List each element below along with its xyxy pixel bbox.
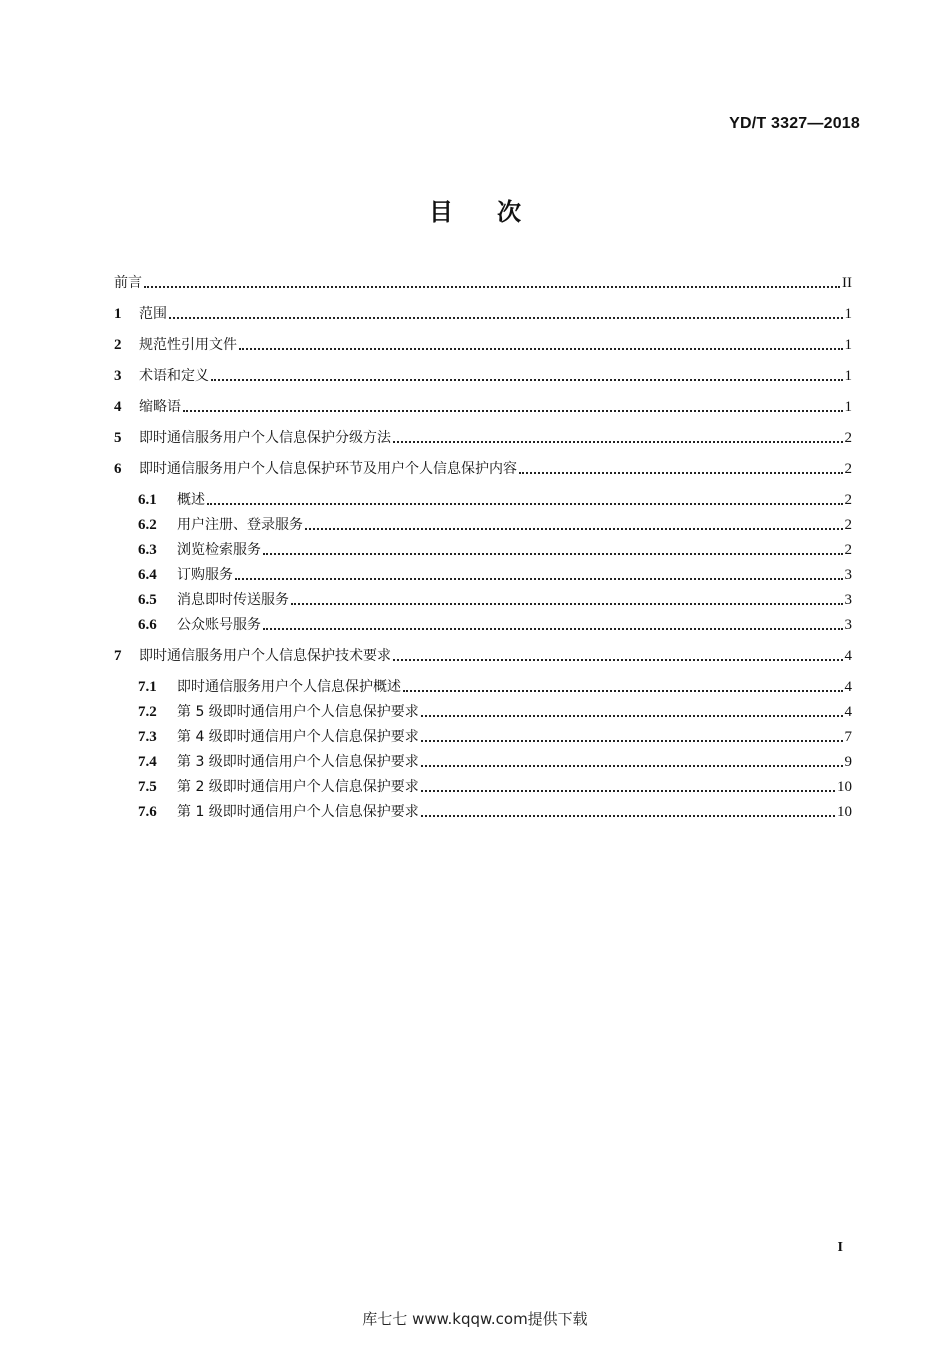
toc-entry-page: 4 — [844, 704, 852, 720]
toc-entry-number: 6.2 — [138, 517, 157, 533]
toc-title: 目次 — [429, 198, 565, 226]
toc-entry[interactable] — [114, 301, 852, 323]
toc-entry[interactable] — [114, 363, 852, 385]
toc-entry[interactable] — [114, 456, 852, 478]
toc-entry-label: 第 1 级即时通信用户个人信息保护要求 — [177, 804, 419, 820]
toc-entry-page: 10 — [837, 779, 852, 795]
toc-entry-label: 规范性引用文件 — [139, 337, 237, 353]
toc-entry-label: 第 4 级即时通信用户个人信息保护要求 — [177, 729, 419, 745]
toc-entry-label: 用户注册、登录服务 — [177, 517, 303, 533]
toc-entry-label: 消息即时传送服务 — [177, 592, 289, 608]
toc-dot-leader — [207, 502, 843, 505]
toc-entry-page: 10 — [837, 804, 852, 820]
toc-dot-leader — [263, 627, 843, 630]
toc-entry-label: 第 3 级即时通信用户个人信息保护要求 — [177, 754, 419, 770]
toc-dot-leader — [421, 789, 835, 792]
toc-entry-number: 1 — [114, 306, 122, 322]
toc-entry-number: 7.1 — [138, 679, 157, 695]
toc-dot-leader — [519, 471, 843, 474]
toc-entry[interactable] — [114, 643, 852, 665]
download-footer: 库七七 www.kqqw.com提供下载 — [362, 1310, 588, 1328]
toc-entry-number: 6.3 — [138, 542, 157, 558]
page-number: I — [837, 1240, 843, 1255]
toc-entry-label: 即时通信服务用户个人信息保护分级方法 — [139, 430, 391, 446]
toc-entry-page: 1 — [844, 337, 852, 353]
toc-entry-page: 3 — [844, 592, 852, 608]
toc-entry-page: 1 — [844, 306, 852, 322]
toc-entry-label: 范围 — [139, 306, 167, 322]
toc-entry[interactable] — [138, 774, 852, 796]
toc-entry-page: 9 — [844, 754, 852, 770]
toc-entry-page: 3 — [844, 567, 852, 583]
toc-entry[interactable] — [138, 749, 852, 771]
toc-entry[interactable] — [138, 562, 852, 584]
toc-entry-number: 6.4 — [138, 567, 157, 583]
toc-entry-page: 2 — [844, 430, 852, 446]
toc-entry-number: 4 — [114, 399, 122, 415]
toc-dot-leader — [211, 378, 843, 381]
toc-entry-number: 6 — [114, 461, 122, 477]
toc-entry-label: 前言 — [114, 275, 142, 291]
toc-entry-label: 即时通信服务用户个人信息保护技术要求 — [139, 648, 391, 664]
toc-entry-page: 2 — [844, 492, 852, 508]
toc-entry-page: 2 — [844, 542, 852, 558]
toc-entry-number: 5 — [114, 430, 122, 446]
toc-dot-leader — [291, 602, 843, 605]
toc-entry[interactable] — [138, 512, 852, 534]
toc-entry[interactable] — [138, 799, 852, 821]
toc-entry-label: 即时通信服务用户个人信息保护概述 — [177, 679, 401, 695]
toc-entry-page: 2 — [844, 461, 852, 477]
toc-entry-page: 1 — [844, 368, 852, 384]
toc-entry-number: 6.6 — [138, 617, 157, 633]
toc-entry-number: 7.2 — [138, 704, 157, 720]
toc-entry[interactable] — [138, 674, 852, 696]
toc-entry[interactable] — [114, 332, 852, 354]
toc-entry-page: 4 — [844, 679, 852, 695]
toc-entry-number: 7.6 — [138, 804, 157, 820]
toc-entry[interactable] — [114, 425, 852, 447]
toc-entry[interactable] — [138, 587, 852, 609]
toc-dot-leader — [421, 764, 843, 767]
toc-entry-label: 术语和定义 — [139, 368, 209, 384]
toc-entry-number: 3 — [114, 368, 122, 384]
toc-dot-leader — [263, 552, 843, 555]
toc-entry-page: 3 — [844, 617, 852, 633]
toc-entry-label: 订购服务 — [177, 567, 233, 583]
toc-entry-number: 6.5 — [138, 592, 157, 608]
toc-entry-number: 7.3 — [138, 729, 157, 745]
toc-entry[interactable] — [138, 487, 852, 509]
toc-entry-label: 浏览检索服务 — [177, 542, 261, 558]
toc-dot-leader — [239, 347, 843, 350]
toc-entry-page: II — [842, 275, 852, 291]
toc-dot-leader — [393, 440, 843, 443]
toc-entry[interactable] — [114, 394, 852, 416]
toc-dot-leader — [421, 739, 843, 742]
toc-dot-leader — [235, 577, 843, 580]
toc-entry-number: 7.4 — [138, 754, 157, 770]
toc-entry-number: 7 — [114, 648, 122, 664]
toc-entry[interactable] — [138, 724, 852, 746]
toc-entry-number: 7.5 — [138, 779, 157, 795]
toc-dot-leader — [403, 689, 843, 692]
toc-entry-page: 2 — [844, 517, 852, 533]
toc-dot-leader — [421, 814, 835, 817]
toc-entry-label: 公众账号服务 — [177, 617, 261, 633]
toc-entry-page: 4 — [844, 648, 852, 664]
toc-dot-leader — [183, 409, 843, 412]
toc-entry-number: 6.1 — [138, 492, 157, 508]
toc-entry-label: 第 5 级即时通信用户个人信息保护要求 — [177, 704, 419, 720]
toc-entry[interactable] — [138, 537, 852, 559]
toc-dot-leader — [144, 285, 840, 288]
toc-entry-number: 2 — [114, 337, 122, 353]
toc-dot-leader — [393, 658, 843, 661]
toc-dot-leader — [421, 714, 843, 717]
toc-entry-label: 概述 — [177, 492, 205, 508]
toc-entry-label: 第 2 级即时通信用户个人信息保护要求 — [177, 779, 419, 795]
toc-entry[interactable] — [138, 699, 852, 721]
toc-entry[interactable] — [138, 612, 852, 634]
toc-entry-page: 1 — [844, 399, 852, 415]
toc-dot-leader — [169, 316, 843, 319]
toc-entry-page: 7 — [844, 729, 852, 745]
toc-entry-label: 缩略语 — [139, 399, 181, 415]
toc-entry[interactable] — [114, 270, 852, 292]
toc-entry-label: 即时通信服务用户个人信息保护环节及用户个人信息保护内容 — [139, 461, 517, 477]
standard-code: YD/T 3327—2018 — [729, 115, 860, 132]
toc-dot-leader — [305, 527, 843, 530]
